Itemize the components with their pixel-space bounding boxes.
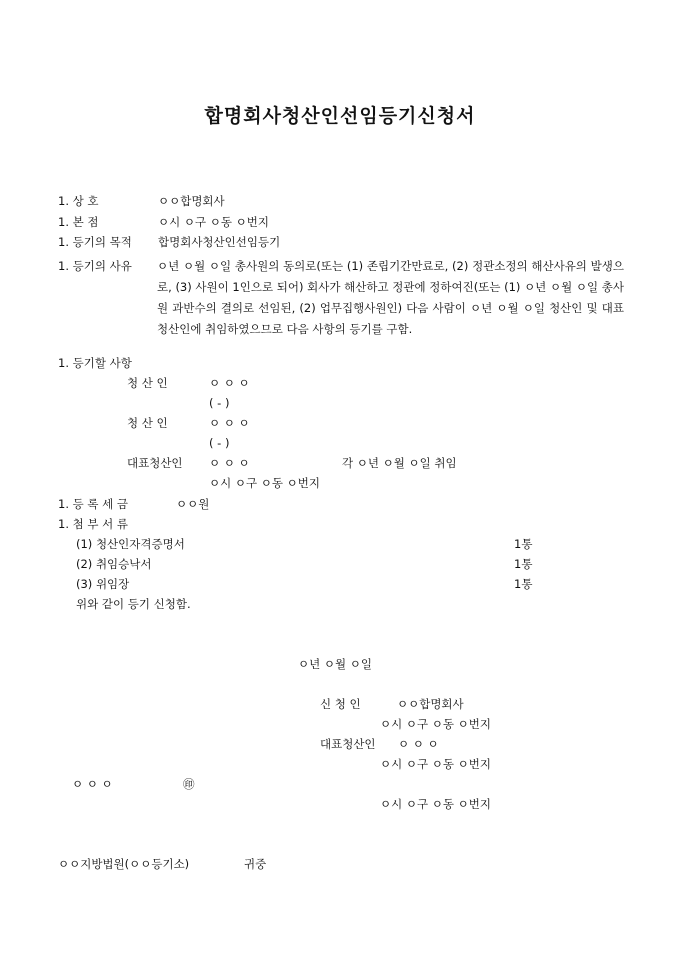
agent-address: ㅇ시 ㅇ구 ㅇ동 ㅇ번지	[380, 797, 491, 811]
liquidator2-id: ( - )	[209, 436, 230, 450]
applicant-rep-label: 대표청산인	[320, 737, 376, 751]
liquidator2-name: ㅇ ㅇ ㅇ	[209, 416, 250, 430]
reason-value: ㅇ년 ㅇ월 ㅇ일 총사원의 동의로(또는 (1) 존립기간만료로, (2) 정관소정의 해산사유의 발생으로, (3) 사원이 1인으로 되어) 회사가 해산하고 정관에 정하여진(또는 (1) ㅇ년 ㅇ월 ㅇ일 총사원 과반수의 결의로 선임된, (2) 업무집행사원인) 다음 사람이 ㅇ년 ㅇ월 ㅇ일 청산인 및 대표청산인에 취임하였으므로 다음 사항의 등기를 구함.	[157, 259, 624, 336]
reason-paragraph	[58, 256, 624, 340]
matters-label: 1. 등기할 사항	[58, 356, 132, 370]
liquidator1-label: 청 산 인	[127, 376, 168, 390]
purpose-label: 1. 등기의 목적	[58, 235, 132, 249]
applicant-address: ㅇ시 ㅇ구 ㅇ동 ㅇ번지	[380, 717, 491, 731]
purpose-value: 합명회사청산인선임등기	[158, 235, 281, 249]
head-office-label: 1. 본 점	[58, 215, 99, 229]
trade-name-value: ㅇㅇ합명회사	[158, 194, 225, 208]
attachment-item-count: 1통	[514, 537, 533, 551]
reason-label: 1. 등기의 사유	[58, 259, 132, 273]
rep-liquidator-name: ㅇ ㅇ ㅇ	[209, 456, 250, 470]
head-office-value: ㅇ시 ㅇ구 ㅇ동 ㅇ번지	[158, 215, 269, 229]
attachment-item-count: 1통	[514, 577, 533, 591]
rep-liquidator-address: ㅇ시 ㅇ구 ㅇ동 ㅇ번지	[209, 476, 320, 490]
trade-name-label: 1. 상 호	[58, 194, 99, 208]
attachment-item-count: 1통	[514, 557, 533, 571]
closing-statement: 위와 같이 등기 신청함.	[76, 597, 191, 611]
liquidator2-label: 청 산 인	[127, 416, 168, 430]
document-title: 합명회사청산인선임등기신청서	[204, 105, 476, 127]
liquidator1-id: ( - )	[209, 396, 230, 410]
rep-liquidator-label: 대표청산인	[127, 456, 183, 470]
addressee-suffix: 귀중	[244, 857, 267, 871]
rep-liquidator-date: 각 ㅇ년 ㅇ월 ㅇ일 취임	[342, 456, 457, 470]
tax-value: ㅇㅇ원	[176, 497, 210, 511]
agent-name: ㅇ ㅇ ㅇ	[72, 777, 113, 791]
attachment-item-name: (2) 취임승낙서	[76, 557, 152, 571]
seal-mark: ㊞	[183, 777, 195, 791]
applicant-label: 신 청 인	[320, 697, 361, 711]
applicant-rep-address: ㅇ시 ㅇ구 ㅇ동 ㅇ번지	[380, 757, 491, 771]
tax-label: 1. 등 록 세 금	[58, 497, 129, 511]
applicant-name: ㅇㅇ합명회사	[397, 697, 464, 711]
applicant-rep-name: ㅇ ㅇ ㅇ	[398, 737, 439, 751]
attachment-item-name: (3) 위임장	[76, 577, 130, 591]
attachment-item-name: (1) 청산인자격증명서	[76, 537, 185, 551]
liquidator1-name: ㅇ ㅇ ㅇ	[209, 376, 250, 390]
court-name: ㅇㅇ지방법원(ㅇㅇ등기소)	[58, 857, 190, 871]
attachments-label: 1. 첨 부 서 류	[58, 517, 129, 531]
application-date: ㅇ년 ㅇ월 ㅇ일	[298, 657, 372, 671]
